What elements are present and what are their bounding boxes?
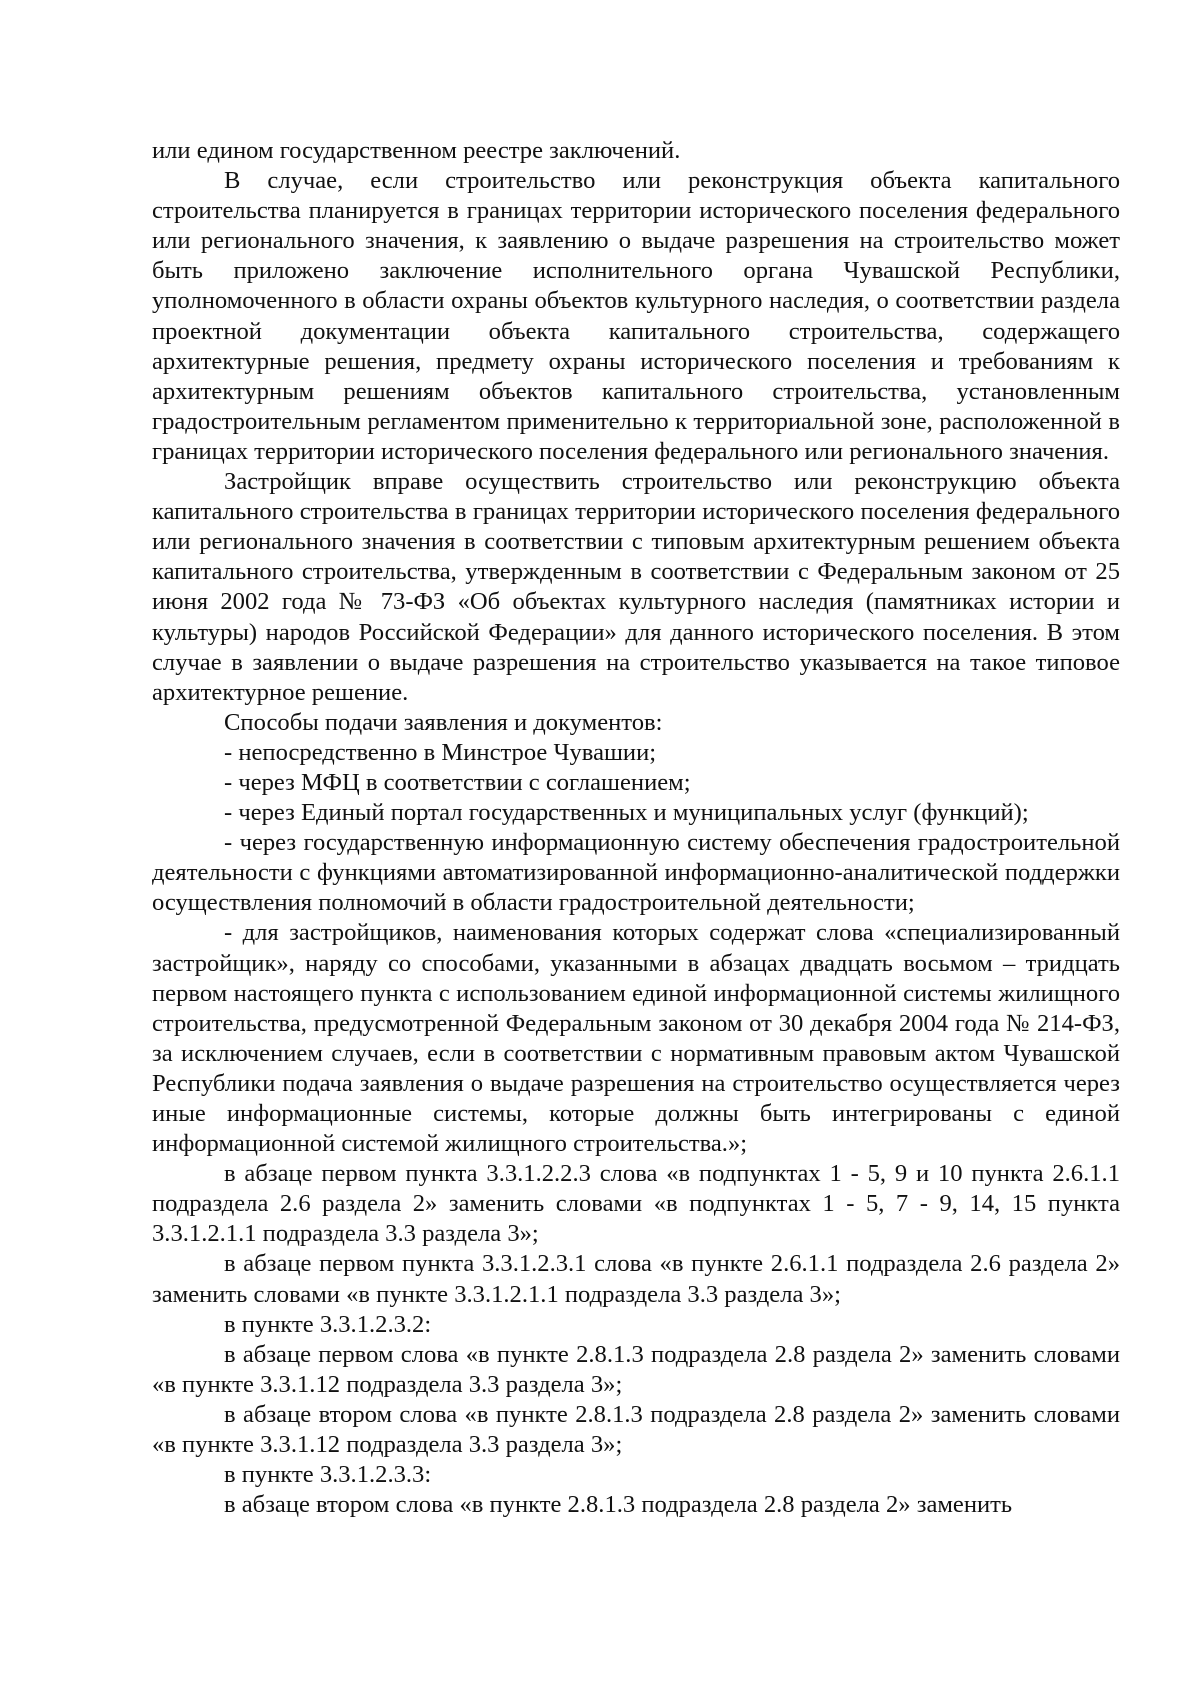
amendment-3-3-1-2-3-2-second: в абзаце втором слова «в пункте 2.8.1.3 подраздела 2.8 раздела 2» заменить словами «в пункте 3.3.1.12 подраздела 3.3 раздела 3»;: [152, 1400, 1120, 1459]
paragraph-submission-methods-heading: Способы подачи заявления и документов:: [224, 708, 663, 736]
document-body: [152, 136, 1120, 1520]
paragraph-typical-architectural-solution: Застройщик вправе осуществить строительство или реконструкцию объекта капитального строительства в границах территории исторического поселения федерального или регионального значения в соответствии с типовым архитектурным решением объекта капитального строительства, утвержденным в соответствии с Федеральным законом от 25 июня 2002 года № 73-ФЗ «Об объектах культурного наследия (памятниках истории и культуры) народов Российской Федерации» для данного исторического поселения. В этом случае в заявлении о выдаче разрешения на строительство указывается на такое типовое архитектурное решение.: [152, 468, 1120, 706]
list-item-mfc: - через МФЦ в соответствии с соглашением;: [224, 768, 691, 796]
amendment-3-3-1-2-3-3-second: в абзаце втором слова «в пункте 2.8.1.3 подраздела 2.8 раздела 2» заменить: [224, 1491, 1013, 1519]
paragraph-historical-settlement: В случае, если строительство или реконструкция объекта капитального строительства планируется в границах территории исторического поселения федерального или регионального значения, к заявлению о выдаче разрешения на строительство может быть приложено заключение исполнительного органа Чувашской Республики, уполномоченного в области охраны объектов культурного наследия, о соответствии раздела проектной документации объекта капитального строительства, содержащего архитектурные решения, предмету охраны исторического поселения и требованиям к архитектурным решениям объектов капитального строительства, установленным градостроительным регламентом применительно к территориальной зоне, расположенной в границах территории исторического поселения федерального или регионального значения.: [152, 167, 1120, 465]
list-item-specialized-developer: - для застройщиков, наименования которых содержат слова «специализированный застройщик», наряду со способами, указанными в абзацах двадцать восьмом – тридцать первом настоящего пункта с использованием единой информационной системы жилищного строительства, предусмотренной Федеральным законом от 30 декабря 2004 года № 214-ФЗ, за исключением случаев, если в соответствии с нормативным правовым актом Чувашской Республики подача заявления о выдаче разрешения на строительство осуществляется через иные информационные системы, которые должны быть интегрированы с единой информационной системой жилищного строительства.»;: [152, 919, 1120, 1158]
amendment-3-3-1-2-3-2-first: в абзаце первом слова «в пункте 2.8.1.3 подраздела 2.8 раздела 2» заменить словами «в пункте 3.3.1.12 подраздела 3.3 раздела 3»;: [152, 1340, 1120, 1398]
amendment-3-3-1-2-2-3: в абзаце первом пункта 3.3.1.2.2.3 слова «в подпунктах 1 - 5, 9 и 10 пункта 2.6.1.1 подраздела 2.6 раздела 2» заменить словами «в подпунктах 1 - 5, 7 - 9, 14, 15 пункта 3.3.1.2.1.1 подраздела 3.3 раздела 3»;: [152, 1160, 1120, 1248]
amendment-heading-3-3-1-2-3-3: в пункте 3.3.1.2.3.3:: [224, 1461, 432, 1489]
amendment-3-3-1-2-3-1: в абзаце первом пункта 3.3.1.2.3.1 слова «в пункте 2.6.1.1 подраздела 2.6 раздела 2» заменить словами «в пункте 3.3.1.2.1.1 подраздела 3.3 раздела 3»;: [152, 1250, 1120, 1308]
list-item-state-info-system: - через государственную информационную систему обеспечения градостроительной деятельности с функциями автоматизированной информационно-аналитической поддержки осуществления полномочий в области градостроительной деятельности;: [152, 829, 1120, 917]
paragraph-continuation: или едином государственном реестре заключений.: [152, 137, 681, 164]
list-item-minstroy: - непосредственно в Минстрое Чувашии;: [224, 738, 657, 766]
list-item-unified-portal: - через Единый портал государственных и муниципальных услуг (функций);: [224, 799, 1029, 827]
amendment-heading-3-3-1-2-3-2: в пункте 3.3.1.2.3.2:: [224, 1310, 432, 1338]
